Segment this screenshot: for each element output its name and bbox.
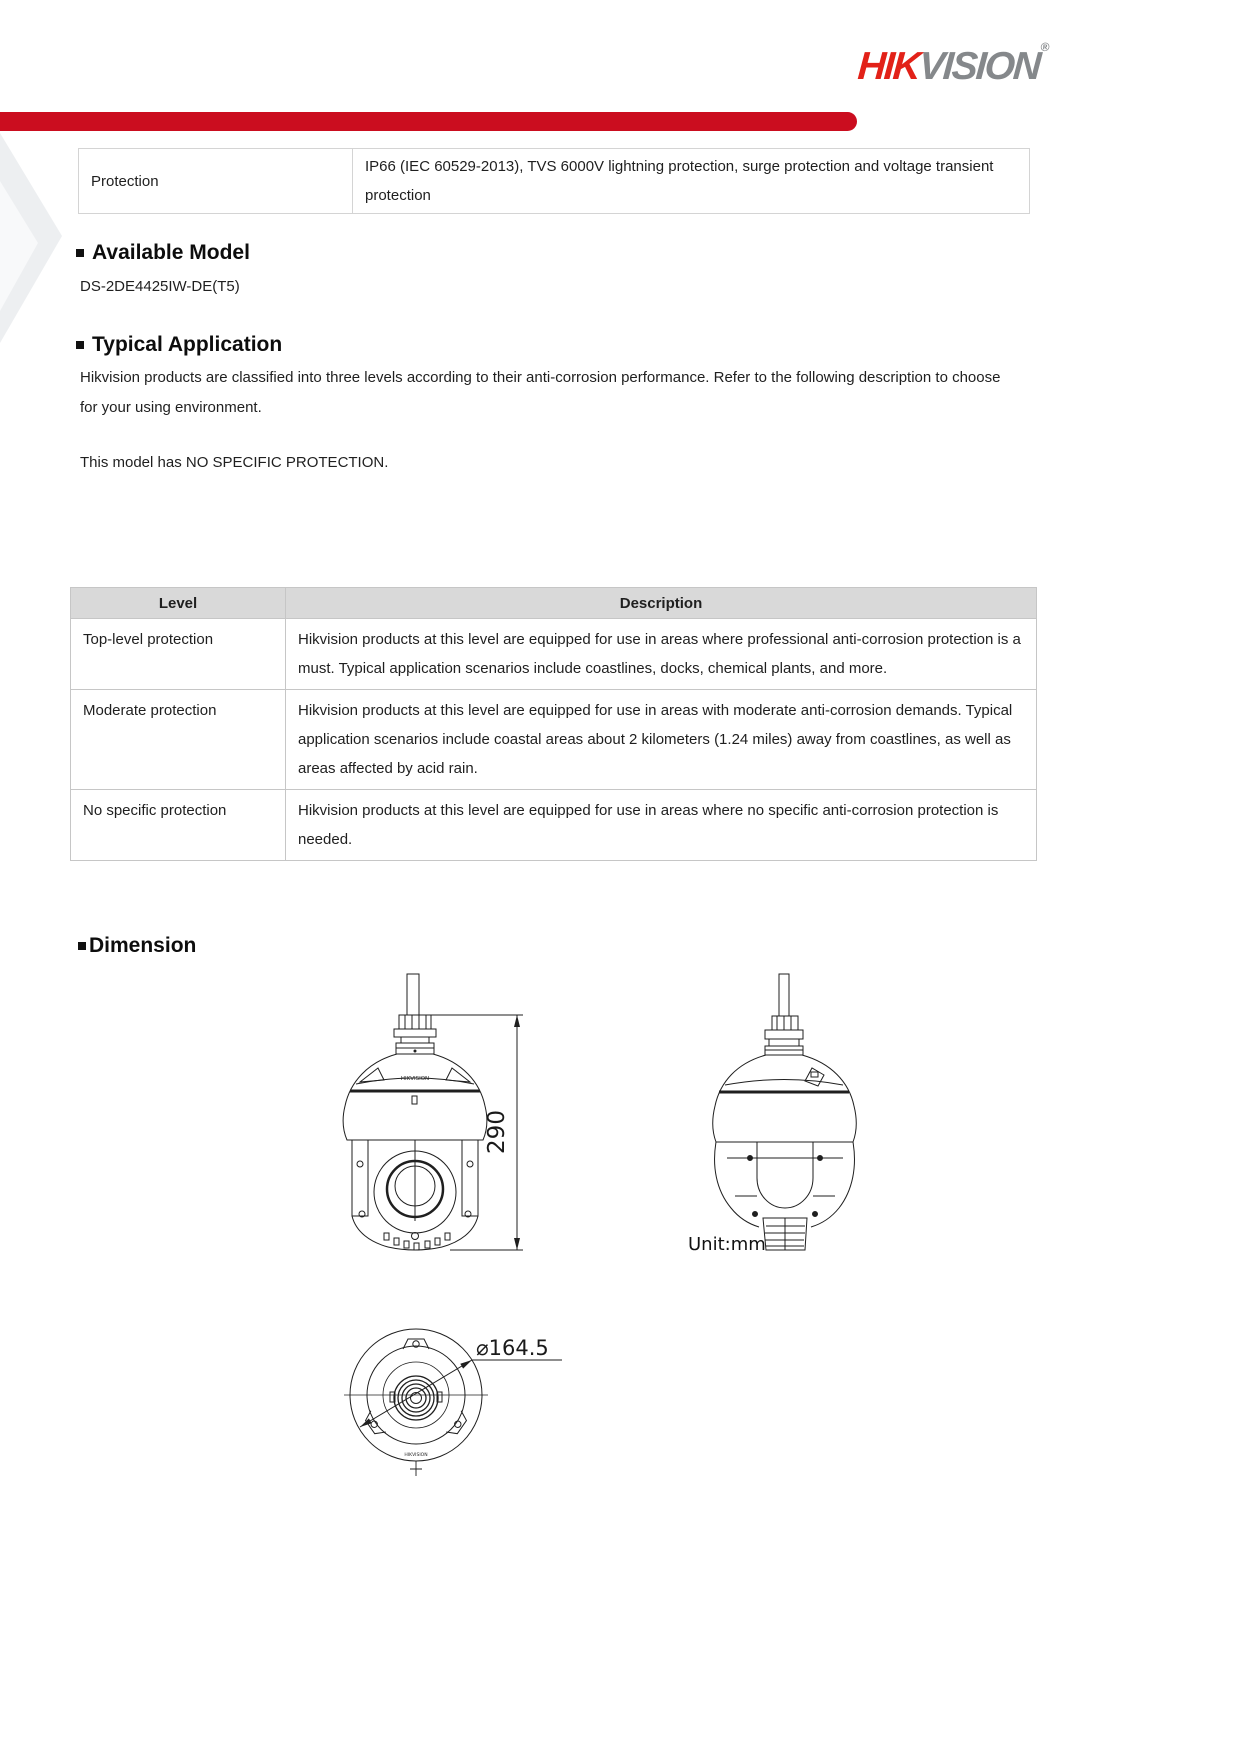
protection-label-cell: Protection [79,149,353,213]
hikvision-logo [856,40,1050,89]
table-row [71,618,1036,689]
description-column-header: Description [619,594,703,612]
registered-trademark-icon: ® [1040,40,1050,54]
square-bullet-icon [78,942,86,950]
level-column-header: Level [71,588,286,618]
height-dimension-label: 290 [484,1110,510,1154]
section-title-text: Typical Application [92,333,283,356]
dimension-arrow-down-icon [514,1238,520,1250]
front-view-drawing [300,968,535,1260]
protection-note: This model has NO SPECIFIC PROTECTION. [80,454,389,471]
square-bullet-icon [76,341,84,349]
mount-tab-right [446,1411,469,1438]
square-bullet-icon [76,249,84,257]
unit-label: Unit:mm [688,1234,766,1255]
description-cell: Hikvision products at this level are equipped for use in areas where professional anti-corrosion protection is a must. Typical application scenarios include coastlines, docks, chemical plants, and more. [298,631,1021,677]
description-cell: Hikvision products at this level are equipped for use in areas where no specific anti-corrosion protection is needed. [298,802,999,848]
level-cell: Moderate protection [71,690,286,789]
level-table [70,587,1037,861]
bottom-view-drawing [330,1318,580,1486]
side-view-drawing [655,968,865,1260]
model-number: DS-2DE4425IW-DE(T5) [80,278,240,295]
mount-tab-top [403,1339,429,1349]
table-row [71,689,1036,789]
section-typical-application-title [76,333,282,357]
logo-hik-text: HIK [856,45,921,88]
section-title-text: Available Model [92,241,250,264]
level-table-header-row [71,588,1036,618]
level-cell: No specific protection [71,790,286,860]
drawing-brand-mark: HIKVISION [400,1076,430,1082]
section-dimension-title [78,934,196,958]
protection-table [78,148,1030,214]
camera-side-outline [713,974,856,1250]
drawing-brand-mark: HIKVISION [404,1453,428,1458]
section-title-text: Dimension [89,934,197,957]
section-available-model-title [76,241,250,265]
table-row [71,789,1036,860]
logo-vision-text: VISION [917,45,1041,88]
typical-application-intro: Hikvision products are classified into three levels according to their anti-corrosion performance. Refer to the following description to choose for your using environment. [80,369,1001,416]
brand-red-bar [0,112,857,131]
dimension-arrow-icon [460,1360,472,1369]
level-cell: Top-level protection [71,619,286,689]
diameter-dimension-label: ⌀164.5 [476,1336,549,1360]
description-cell: Hikvision products at this level are equipped for use in areas with moderate anti-corrosion demands. Typical application scenarios include coastal areas about 2 kilometers (1.24 miles) away from coastlines, as well as areas affected by acid rain. [298,702,1013,777]
protection-value-cell: IP66 (IEC 60529-2013), TVS 6000V lightning protection, surge protection and voltage transient protection [365,158,994,204]
dimension-arrow-up-icon [514,1015,520,1027]
